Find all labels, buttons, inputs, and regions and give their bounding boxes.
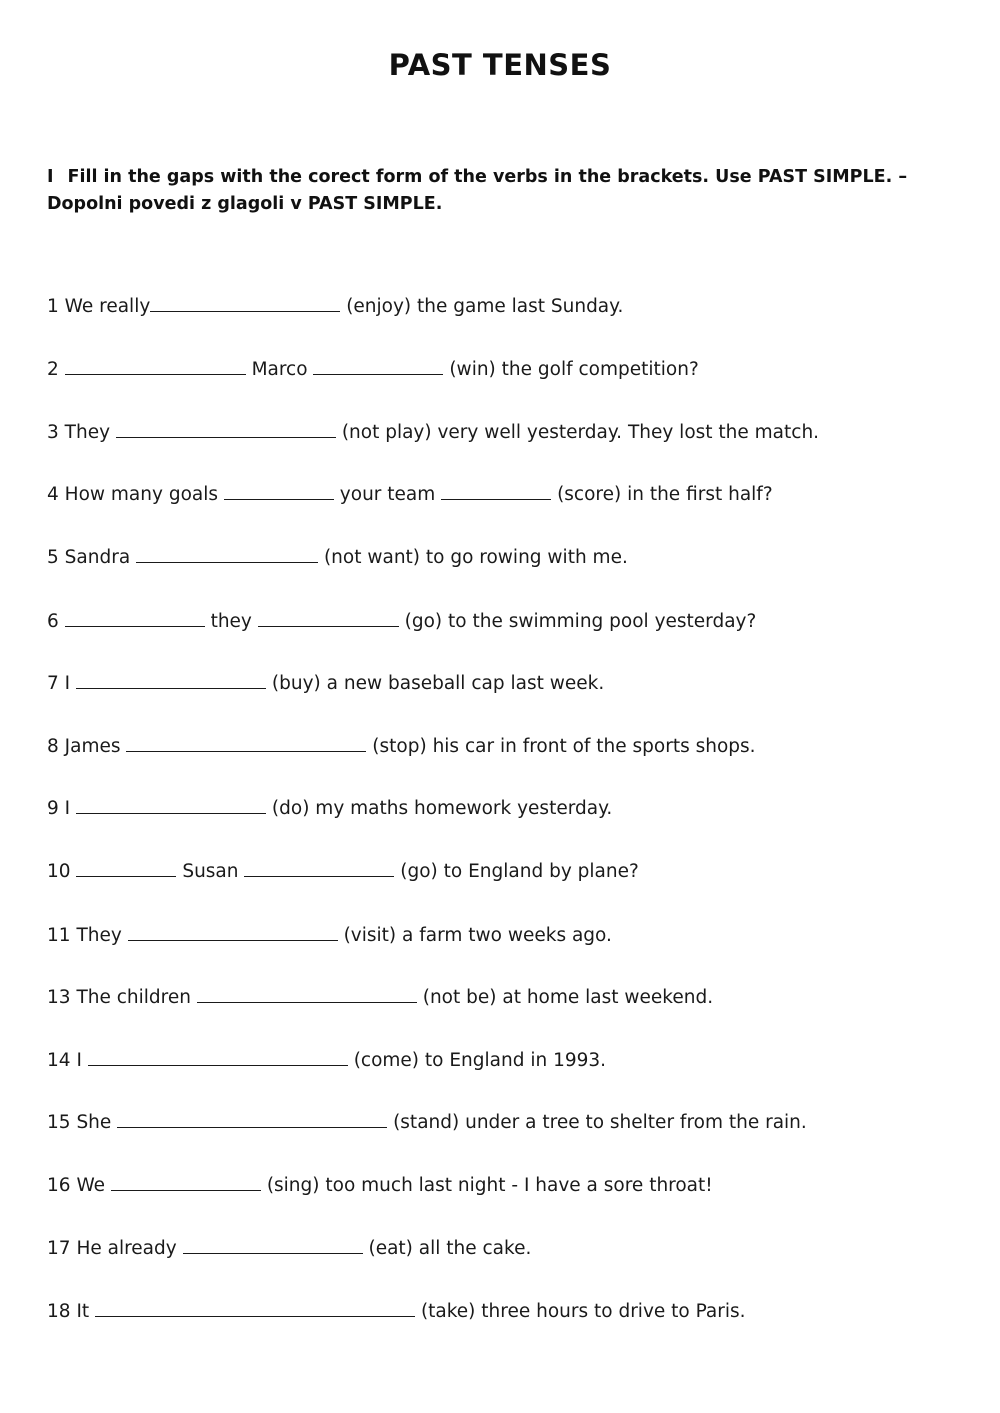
answer-blank[interactable] <box>128 923 338 941</box>
answer-blank[interactable] <box>95 1299 415 1317</box>
sentence-text: (enjoy) the game last Sunday. <box>346 296 624 317</box>
item-number: 16 <box>47 1175 71 1196</box>
sentence-text: (stand) under a tree to shelter from the rain. <box>393 1112 807 1133</box>
item-number: 15 <box>47 1112 71 1133</box>
answer-blank[interactable] <box>224 482 334 500</box>
exercise-item-7 <box>47 671 604 696</box>
sentence-text: (not be) at home last weekend. <box>422 987 714 1008</box>
sentence-text: (go) to the swimming pool yesterday? <box>404 611 757 632</box>
sentence-text: They <box>76 925 122 946</box>
item-number: 5 <box>47 547 59 568</box>
answer-blank[interactable] <box>126 734 366 752</box>
sentence-text: They <box>64 422 111 443</box>
item-number: 10 <box>47 861 71 882</box>
answer-blank[interactable] <box>117 1110 387 1128</box>
exercise-item-17 <box>47 1236 531 1261</box>
item-number: 1 <box>47 296 59 317</box>
sentence-text: Marco <box>251 359 308 380</box>
item-number: 9 <box>47 798 59 819</box>
task-instructions <box>47 164 962 218</box>
sentence-text: (come) to England in 1993. <box>353 1050 607 1071</box>
sentence-text: they <box>210 611 252 632</box>
item-number: 13 <box>47 987 71 1008</box>
sentence-text: (do) my maths homework yesterday. <box>271 798 613 819</box>
answer-blank[interactable] <box>116 420 336 438</box>
sentence-text: I <box>76 1050 82 1071</box>
answer-blank[interactable] <box>88 1048 348 1066</box>
exercise-item-5 <box>47 545 628 570</box>
exercise-item-11 <box>47 923 612 948</box>
exercise-item-10 <box>47 859 639 884</box>
exercise-item-15 <box>47 1110 807 1135</box>
item-number: 18 <box>47 1301 71 1322</box>
item-number: 14 <box>47 1050 71 1071</box>
exercise-item-13 <box>47 985 713 1010</box>
task-text: Fill in the gaps with the corect form of the verbs in the brackets. Use PAST SIMPLE. – Dopolni povedi z glagoli v PAST SIMPLE. <box>47 167 908 214</box>
exercise-item-3 <box>47 420 819 445</box>
sentence-text: The children <box>76 987 191 1008</box>
sentence-text: (stop) his car in front of the sports shops. <box>372 736 756 757</box>
exercise-item-6 <box>47 609 756 634</box>
exercise-item-8 <box>47 734 756 759</box>
item-number: 17 <box>47 1238 71 1259</box>
item-number: 7 <box>47 673 59 694</box>
answer-blank[interactable] <box>111 1173 261 1191</box>
sentence-text: Susan <box>182 861 239 882</box>
answer-blank[interactable] <box>313 357 443 375</box>
answer-blank[interactable] <box>65 609 205 627</box>
sentence-text: (take) three hours to drive to Paris. <box>420 1301 746 1322</box>
exercise-item-14 <box>47 1048 606 1073</box>
answer-blank[interactable] <box>244 859 394 877</box>
exercise-item-9 <box>47 796 612 821</box>
exercise-item-1 <box>47 294 623 319</box>
answer-blank[interactable] <box>150 294 340 312</box>
worksheet-title: PAST TENSES <box>388 48 612 82</box>
sentence-text: I <box>64 798 71 819</box>
sentence-text: (score) in the first half? <box>557 484 773 505</box>
item-number: 6 <box>47 611 59 632</box>
sentence-text: Sandra <box>64 547 131 568</box>
exercise-item-18 <box>47 1299 746 1324</box>
answer-blank[interactable] <box>76 796 266 814</box>
sentence-text: (sing) too much last night - I have a sore throat! <box>266 1175 713 1196</box>
answer-blank[interactable] <box>197 985 417 1003</box>
sentence-text: (buy) a new baseball cap last week. <box>271 673 605 694</box>
exercise-item-16 <box>47 1173 713 1198</box>
answer-blank[interactable] <box>65 357 246 375</box>
sentence-text: (not want) to go rowing with me. <box>323 547 628 568</box>
sentence-text: How many goals <box>64 484 219 505</box>
sentence-text: I <box>64 673 71 694</box>
sentence-text: your team <box>339 484 436 505</box>
answer-blank[interactable] <box>258 609 399 627</box>
answer-blank[interactable] <box>183 1236 363 1254</box>
sentence-text: (visit) a farm two weeks ago. <box>343 925 612 946</box>
item-number: 3 <box>47 422 59 443</box>
item-number: 2 <box>47 359 59 380</box>
sentence-text: We <box>76 1175 106 1196</box>
sentence-text: (not play) very well yesterday. They lost the match. <box>341 422 820 443</box>
answer-blank[interactable] <box>76 859 176 877</box>
item-number: 11 <box>47 925 71 946</box>
task-number: I <box>47 167 54 187</box>
sentence-text: He already <box>76 1238 177 1259</box>
answer-blank[interactable] <box>136 545 318 563</box>
answer-blank[interactable] <box>441 482 551 500</box>
answer-blank[interactable] <box>76 671 266 689</box>
exercise-item-2 <box>47 357 699 382</box>
item-number: 8 <box>47 736 59 757</box>
sentence-text: We really <box>64 296 151 317</box>
sentence-text: (go) to England by plane? <box>400 861 639 882</box>
item-number: 4 <box>47 484 59 505</box>
sentence-text: It <box>76 1301 90 1322</box>
sentence-text: James <box>64 736 121 757</box>
sentence-text: (win) the golf competition? <box>449 359 699 380</box>
sentence-text: (eat) all the cake. <box>368 1238 532 1259</box>
exercise-item-4 <box>47 482 773 507</box>
sentence-text: She <box>76 1112 112 1133</box>
